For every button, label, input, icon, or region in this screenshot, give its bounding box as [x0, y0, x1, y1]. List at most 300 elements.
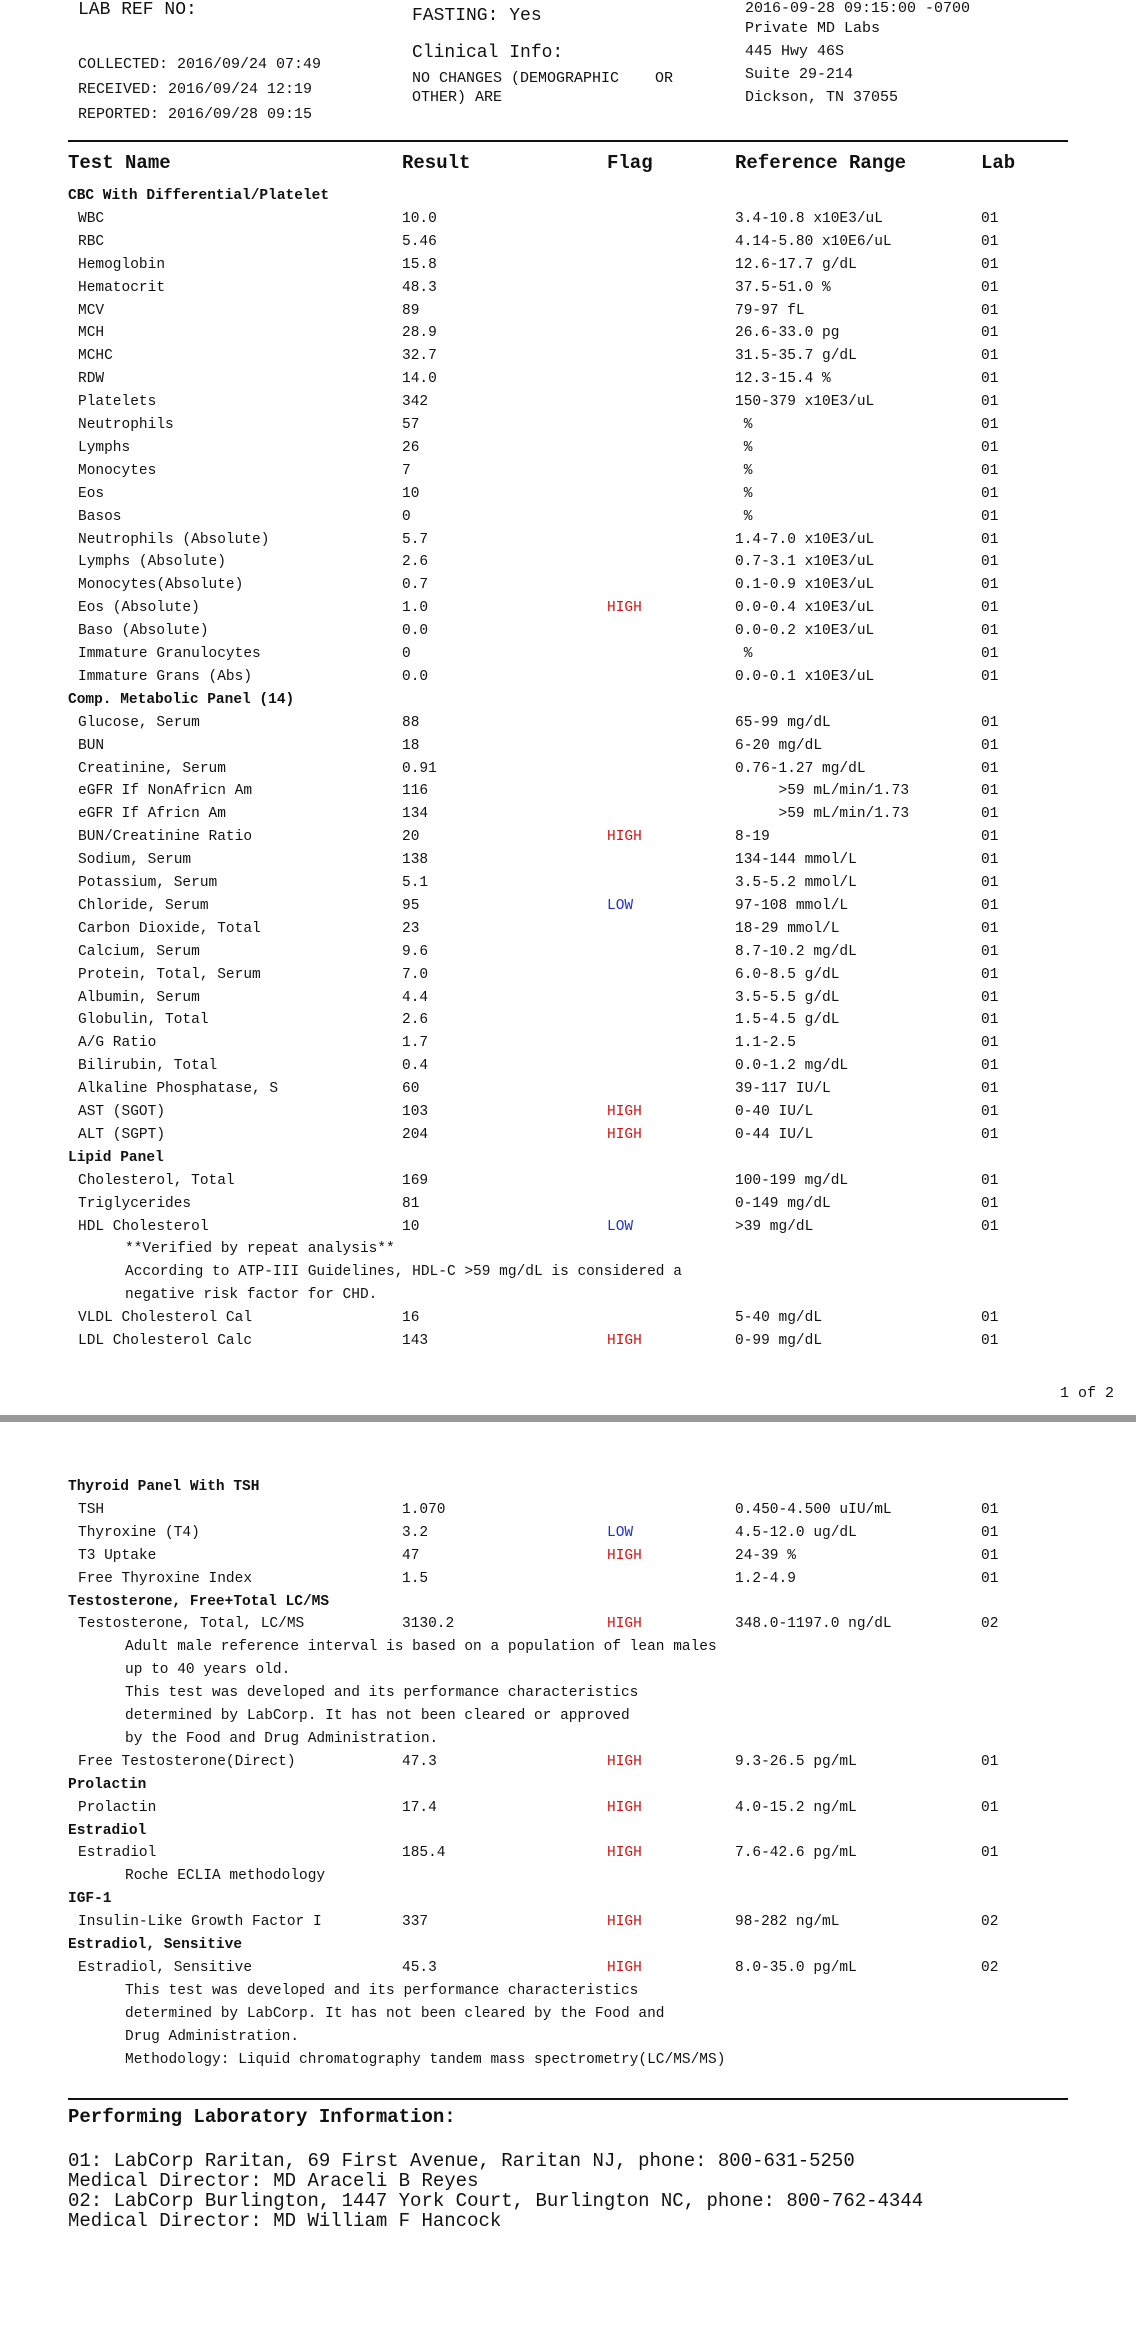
test-name: RDW — [78, 371, 105, 388]
test-result: 7.0 — [402, 966, 429, 983]
reference-range: >39 mg/dL — [735, 1218, 814, 1235]
test-name: Testosterone, Total, LC/MS — [78, 1616, 305, 1633]
test-result: 16 — [402, 1310, 420, 1327]
test-result: 89 — [402, 302, 420, 319]
lab-address-line2: Suite 29-214 — [745, 66, 854, 83]
lab-code: 01 — [981, 966, 999, 983]
reported-date: REPORTED: 2016/09/28 09:15 — [78, 106, 313, 123]
table-row — [0, 1219, 1136, 1242]
section-title: Lipid Panel — [68, 1149, 164, 1166]
test-name: Potassium, Serum — [78, 875, 218, 891]
test-name: Hemoglobin — [78, 256, 166, 273]
result-flag: HIGH — [607, 829, 642, 846]
table-row — [0, 852, 1136, 875]
table-row — [0, 211, 1136, 234]
report-timestamp: 2016-09-28 09:15:00 -0700 — [745, 0, 971, 17]
test-result: 0.0 — [402, 668, 429, 685]
result-note: **Verified by repeat analysis** — [125, 1241, 395, 1258]
result-note: negative risk factor for CHD. — [125, 1287, 378, 1304]
table-row — [0, 394, 1136, 417]
reference-range: 4.5-12.0 ug/dL — [735, 1524, 857, 1541]
reference-range: 3.5-5.2 mmol/L — [735, 875, 857, 891]
lab-code: 01 — [981, 875, 999, 891]
test-result: 88 — [402, 714, 420, 731]
result-flag: HIGH — [607, 1126, 642, 1143]
lab-code: 01 — [981, 646, 999, 662]
test-name: Carbon Dioxide, Total — [78, 920, 261, 937]
lab-code: 01 — [981, 668, 999, 685]
test-name: Platelets — [78, 394, 157, 411]
test-name: RBC — [78, 233, 105, 250]
test-name: Immature Grans (Abs) — [78, 668, 253, 685]
section-title: CBC With Differential/Platelet — [68, 188, 330, 204]
test-result: 134 — [402, 806, 429, 823]
test-name: Glucose, Serum — [78, 714, 200, 731]
reference-range: 0-44 IU/L — [735, 1126, 814, 1143]
lab-code: 01 — [981, 210, 999, 227]
test-result: 47.3 — [402, 1753, 437, 1770]
reference-range: 348.0-1197.0 ng/dL — [735, 1616, 892, 1633]
result-flag: LOW — [607, 897, 634, 914]
test-result: 32.7 — [402, 348, 437, 365]
test-name: Insulin-Like Growth Factor I — [78, 1914, 322, 1931]
lab-code: 01 — [981, 1547, 999, 1564]
test-name: Chloride, Serum — [78, 897, 209, 914]
table-row — [0, 348, 1136, 371]
table-row — [0, 1196, 1136, 1219]
reference-range: 1.5-4.5 g/dL — [735, 1012, 840, 1029]
table-row — [0, 600, 1136, 623]
reference-range: 26.6-33.0 pg — [735, 325, 840, 342]
table-row — [0, 325, 1136, 348]
note-row — [0, 1264, 1136, 1287]
reference-range: 134-144 mmol/L — [735, 852, 857, 869]
lab-code: 01 — [981, 279, 999, 296]
section-title: Estradiol, Sensitive — [68, 1937, 243, 1953]
result-note: Adult male reference interval is based on a population of lean males — [125, 1639, 717, 1656]
test-result: 4.4 — [402, 989, 429, 1006]
test-name: Bilirubin, Total — [78, 1058, 218, 1075]
test-result: 1.5 — [402, 1570, 429, 1587]
lab-code: 01 — [981, 943, 999, 960]
result-flag: LOW — [607, 1218, 634, 1235]
lab-code: 01 — [981, 1570, 999, 1587]
lab-code: 01 — [981, 577, 999, 594]
test-name: Free Thyroxine Index — [78, 1570, 253, 1587]
table-row — [0, 783, 1136, 806]
result-note: Methodology: Liquid chromatography tandem mass spectrometry(LC/MS/MS) — [125, 2051, 726, 2068]
reference-range: 150-379 x10E3/uL — [735, 394, 875, 411]
table-row — [0, 990, 1136, 1013]
performing-lab-line: Medical Director: MD Araceli B Reyes — [68, 2170, 479, 2192]
table-row — [0, 1127, 1136, 1150]
reference-range: % — [735, 508, 753, 525]
test-result: 10 — [402, 485, 420, 502]
table-row — [0, 1502, 1136, 1525]
test-result: 17.4 — [402, 1799, 437, 1816]
table-row — [0, 761, 1136, 784]
table-row — [0, 1012, 1136, 1035]
test-result: 143 — [402, 1333, 429, 1349]
result-flag: HIGH — [607, 1914, 642, 1931]
table-row — [0, 1310, 1136, 1333]
test-result: 9.6 — [402, 943, 429, 960]
section-header-row — [0, 1594, 1136, 1617]
table-row — [0, 806, 1136, 829]
table-row — [0, 509, 1136, 532]
test-result: 5.46 — [402, 233, 437, 250]
column-header-lab: Lab — [981, 152, 1016, 174]
performing-lab-line: Medical Director: MD William F Hancock — [68, 2210, 502, 2232]
section-title: Estradiol — [68, 1822, 147, 1839]
test-result: 26 — [402, 439, 420, 456]
table-row — [0, 1035, 1136, 1058]
reference-range: 8.7-10.2 mg/dL — [735, 943, 857, 960]
test-result: 3.2 — [402, 1524, 429, 1541]
lab-code: 01 — [981, 325, 999, 342]
test-result: 138 — [402, 852, 429, 869]
lab-code: 01 — [981, 806, 999, 823]
test-name: MCH — [78, 325, 105, 342]
test-name: ALT (SGPT) — [78, 1126, 166, 1143]
clinical-info-label: Clinical Info: — [412, 43, 564, 63]
lab-code: 01 — [981, 1799, 999, 1816]
test-result: 20 — [402, 829, 420, 846]
reference-range: 1.1-2.5 — [735, 1035, 796, 1052]
lab-code: 02 — [981, 1914, 999, 1931]
note-row — [0, 1708, 1136, 1731]
table-row — [0, 1616, 1136, 1639]
lab-code: 01 — [981, 1753, 999, 1770]
test-result: 7 — [402, 462, 411, 479]
test-name: BUN — [78, 737, 105, 754]
test-result: 0 — [402, 646, 411, 662]
performing-lab-title: Performing Laboratory Information: — [68, 2106, 456, 2128]
result-flag: HIGH — [607, 1104, 642, 1120]
lab-code: 01 — [981, 554, 999, 571]
reference-range: 1.2-4.9 — [735, 1570, 796, 1587]
table-row — [0, 1800, 1136, 1823]
table-row — [0, 829, 1136, 852]
lab-code: 01 — [981, 920, 999, 937]
lab-code: 01 — [981, 462, 999, 479]
table-row — [0, 715, 1136, 738]
test-result: 0.7 — [402, 577, 429, 594]
reference-range: 0.1-0.9 x10E3/uL — [735, 577, 875, 594]
test-result: 0.0 — [402, 623, 429, 640]
test-name: A/G Ratio — [78, 1035, 157, 1052]
reference-range: % — [735, 646, 753, 662]
test-result: 3130.2 — [402, 1616, 455, 1633]
test-result: 169 — [402, 1172, 429, 1189]
test-name: Cholesterol, Total — [78, 1172, 235, 1189]
test-result: 45.3 — [402, 1959, 437, 1976]
lab-code: 01 — [981, 417, 999, 433]
table-row — [0, 486, 1136, 509]
note-row — [0, 2006, 1136, 2029]
collected-date: COLLECTED: 2016/09/24 07:49 — [78, 56, 322, 73]
fasting-status: FASTING: Yes — [412, 6, 542, 26]
lab-code: 01 — [981, 760, 999, 777]
lab-code: 01 — [981, 1845, 999, 1862]
table-row — [0, 1525, 1136, 1548]
test-name: Prolactin — [78, 1799, 157, 1816]
test-result: 116 — [402, 783, 429, 800]
section-title: IGF-1 — [68, 1891, 112, 1908]
reference-range: 0.450-4.500 uIU/mL — [735, 1501, 892, 1518]
section-header-row — [0, 1937, 1136, 1960]
table-row — [0, 967, 1136, 990]
header-divider — [68, 140, 1068, 142]
table-row — [0, 554, 1136, 577]
test-result: 0 — [402, 508, 411, 525]
result-flag: HIGH — [607, 1616, 642, 1633]
lab-code: 01 — [981, 302, 999, 319]
test-result: 95 — [402, 897, 420, 914]
result-note: up to 40 years old. — [125, 1662, 291, 1679]
test-result: 48.3 — [402, 279, 437, 296]
test-name: eGFR If NonAfricn Am — [78, 783, 253, 800]
table-row — [0, 1333, 1136, 1356]
result-note: Roche ECLIA methodology — [125, 1868, 326, 1885]
reference-range: 100-199 mg/dL — [735, 1172, 849, 1189]
reference-range: 0.0-0.1 x10E3/uL — [735, 668, 875, 685]
table-row — [0, 1548, 1136, 1571]
lab-code: 01 — [981, 233, 999, 250]
test-result: 15.8 — [402, 256, 437, 273]
note-row — [0, 1731, 1136, 1754]
lab-code: 01 — [981, 256, 999, 273]
test-name: Neutrophils (Absolute) — [78, 531, 270, 548]
result-flag: HIGH — [607, 1845, 642, 1862]
table-row — [0, 646, 1136, 669]
test-name: Globulin, Total — [78, 1012, 209, 1029]
reference-range: 6-20 mg/dL — [735, 737, 823, 754]
test-name: Baso (Absolute) — [78, 623, 209, 640]
lab-code: 01 — [981, 1195, 999, 1212]
test-name: MCV — [78, 302, 105, 319]
test-name: Protein, Total, Serum — [78, 966, 261, 983]
reference-range: 0.76-1.27 mg/dL — [735, 760, 866, 777]
lab-code: 01 — [981, 600, 999, 617]
test-name: eGFR If Africn Am — [78, 806, 226, 823]
reference-range: 0-149 mg/dL — [735, 1195, 831, 1212]
table-row — [0, 1845, 1136, 1868]
table-row — [0, 417, 1136, 440]
result-note: determined by LabCorp. It has not been cleared or approved — [125, 1708, 630, 1724]
column-header-reference-range: Reference Range — [735, 152, 907, 174]
reference-range: >59 mL/min/1.73 — [735, 806, 910, 823]
table-row — [0, 1914, 1136, 1937]
reference-range: % — [735, 439, 753, 456]
result-note: by the Food and Drug Administration. — [125, 1730, 439, 1747]
table-row — [0, 669, 1136, 692]
lab-ref-label: LAB REF NO: — [78, 0, 197, 20]
test-name: Sodium, Serum — [78, 852, 192, 869]
lab-code: 01 — [981, 783, 999, 800]
test-name: Monocytes — [78, 462, 157, 479]
test-result: 1.0 — [402, 600, 429, 617]
reference-range: 0.0-0.4 x10E3/uL — [735, 600, 875, 617]
clinical-info-line1: NO CHANGES (DEMOGRAPHIC OR — [412, 70, 674, 87]
reference-range: 1.4-7.0 x10E3/uL — [735, 531, 875, 548]
result-note: According to ATP-III Guidelines, HDL-C >59 mg/dL is considered a — [125, 1264, 682, 1281]
test-result: 60 — [402, 1081, 420, 1098]
test-result: 57 — [402, 417, 420, 433]
reference-range: >59 mL/min/1.73 — [735, 783, 910, 800]
result-flag: HIGH — [607, 1547, 642, 1564]
note-row — [0, 2052, 1136, 2075]
result-note: Drug Administration. — [125, 2028, 300, 2045]
reference-range: 4.0-15.2 ng/mL — [735, 1799, 857, 1816]
performing-lab-divider — [68, 2098, 1068, 2100]
section-header-row — [0, 1823, 1136, 1846]
lab-code: 01 — [981, 1126, 999, 1143]
test-name: VLDL Cholesterol Cal — [78, 1310, 253, 1327]
page-marker: 1 of 2 — [1060, 1385, 1115, 1402]
test-result: 10.0 — [402, 210, 437, 227]
column-header-test-name: Test Name — [68, 152, 171, 174]
lab-code: 01 — [981, 1104, 999, 1120]
test-result: 185.4 — [402, 1845, 446, 1862]
lab-name: Private MD Labs — [745, 20, 881, 37]
test-name: Eos (Absolute) — [78, 600, 200, 617]
reference-range: 18-29 mmol/L — [735, 920, 840, 937]
section-title: Thyroid Panel With TSH — [68, 1479, 260, 1495]
reference-range: 0-40 IU/L — [735, 1104, 814, 1120]
test-name: Triglycerides — [78, 1195, 192, 1212]
reference-range: 37.5-51.0 % — [735, 279, 831, 296]
lab-code: 01 — [981, 1501, 999, 1518]
reference-range: 3.5-5.5 g/dL — [735, 989, 840, 1006]
reference-range: 97-108 mmol/L — [735, 897, 849, 914]
test-result: 1.070 — [402, 1501, 446, 1518]
table-row — [0, 532, 1136, 555]
reference-range: 4.14-5.80 x10E6/uL — [735, 233, 892, 250]
reference-range: 5-40 mg/dL — [735, 1310, 823, 1327]
reference-range: 0.0-1.2 mg/dL — [735, 1058, 849, 1075]
reference-range: % — [735, 417, 753, 433]
lab-code: 01 — [981, 1081, 999, 1098]
test-result: 103 — [402, 1104, 429, 1120]
test-name: Estradiol, Sensitive — [78, 1959, 253, 1976]
table-row — [0, 1571, 1136, 1594]
test-name: BUN/Creatinine Ratio — [78, 829, 253, 846]
test-name: T3 Uptake — [78, 1547, 157, 1564]
reference-range: 9.3-26.5 pg/mL — [735, 1753, 857, 1770]
reference-range: 98-282 ng/mL — [735, 1914, 840, 1931]
lab-code: 01 — [981, 1333, 999, 1349]
section-header-row — [0, 188, 1136, 211]
table-row — [0, 280, 1136, 303]
reference-range: 3.4-10.8 x10E3/uL — [735, 210, 883, 227]
lab-code: 01 — [981, 371, 999, 388]
reference-range: 7.6-42.6 pg/mL — [735, 1845, 857, 1862]
lab-code: 01 — [981, 485, 999, 502]
result-note: This test was developed and its performance characteristics — [125, 1982, 639, 1999]
lab-code: 01 — [981, 1035, 999, 1052]
result-flag: HIGH — [607, 1333, 642, 1349]
table-row — [0, 1173, 1136, 1196]
table-row — [0, 898, 1136, 921]
result-flag: HIGH — [607, 1959, 642, 1976]
lab-code: 01 — [981, 1524, 999, 1541]
test-result: 47 — [402, 1547, 420, 1564]
result-flag: HIGH — [607, 1799, 642, 1816]
reference-range: 39-117 IU/L — [735, 1081, 831, 1098]
test-result: 342 — [402, 394, 429, 411]
result-flag: LOW — [607, 1524, 634, 1541]
result-flag: HIGH — [607, 1753, 642, 1770]
test-name: HDL Cholesterol — [78, 1218, 209, 1235]
table-row — [0, 234, 1136, 257]
column-header-flag: Flag — [607, 152, 653, 174]
note-row — [0, 1639, 1136, 1662]
test-name: Albumin, Serum — [78, 989, 200, 1006]
performing-lab-line: 02: LabCorp Burlington, 1447 York Court, Burlington NC, phone: 800-762-4344 — [68, 2190, 924, 2212]
test-name: Creatinine, Serum — [78, 760, 226, 777]
test-name: Thyroxine (T4) — [78, 1524, 200, 1541]
reference-range: 8.0-35.0 pg/mL — [735, 1959, 857, 1976]
table-row — [0, 875, 1136, 898]
lab-code: 01 — [981, 989, 999, 1006]
lab-code: 01 — [981, 737, 999, 754]
test-result: 2.6 — [402, 1012, 429, 1029]
table-row — [0, 1058, 1136, 1081]
note-row — [0, 1287, 1136, 1310]
lab-code: 01 — [981, 897, 999, 914]
reference-range: 0.7-3.1 x10E3/uL — [735, 554, 875, 571]
reference-range: 79-97 fL — [735, 302, 805, 319]
lab-code: 01 — [981, 531, 999, 548]
table-row — [0, 1081, 1136, 1104]
lab-code: 01 — [981, 394, 999, 411]
test-name: AST (SGOT) — [78, 1104, 166, 1120]
performing-lab-line: 01: LabCorp Raritan, 69 First Avenue, Raritan NJ, phone: 800-631-5250 — [68, 2150, 855, 2172]
test-name: Immature Granulocytes — [78, 646, 261, 662]
section-header-row — [0, 1891, 1136, 1914]
test-name: Alkaline Phosphatase, S — [78, 1081, 279, 1098]
section-header-row — [0, 1777, 1136, 1800]
reference-range: 8-19 — [735, 829, 770, 846]
test-name: WBC — [78, 210, 105, 227]
result-note: determined by LabCorp. It has not been cleared by the Food and — [125, 2005, 665, 2022]
table-row — [0, 303, 1136, 326]
reference-range: % — [735, 485, 753, 502]
lab-code: 01 — [981, 1058, 999, 1075]
test-result: 14.0 — [402, 371, 437, 388]
lab-code: 01 — [981, 1310, 999, 1327]
section-header-row — [0, 1150, 1136, 1173]
table-row — [0, 371, 1136, 394]
test-name: Estradiol — [78, 1845, 157, 1862]
table-row — [0, 1104, 1136, 1127]
section-title: Testosterone, Free+Total LC/MS — [68, 1593, 330, 1610]
test-result: 28.9 — [402, 325, 437, 342]
section-header-row — [0, 692, 1136, 715]
reference-range: 12.3-15.4 % — [735, 371, 831, 388]
section-title: Comp. Metabolic Panel (14) — [68, 691, 295, 708]
test-result: 1.7 — [402, 1035, 429, 1052]
lab-address-line1: 445 Hwy 46S — [745, 43, 845, 60]
table-row — [0, 921, 1136, 944]
table-row — [0, 440, 1136, 463]
test-name: Monocytes(Absolute) — [78, 577, 244, 594]
table-row — [0, 577, 1136, 600]
lab-code: 01 — [981, 852, 999, 869]
lab-code: 01 — [981, 439, 999, 456]
reference-range: 31.5-35.7 g/dL — [735, 348, 857, 365]
